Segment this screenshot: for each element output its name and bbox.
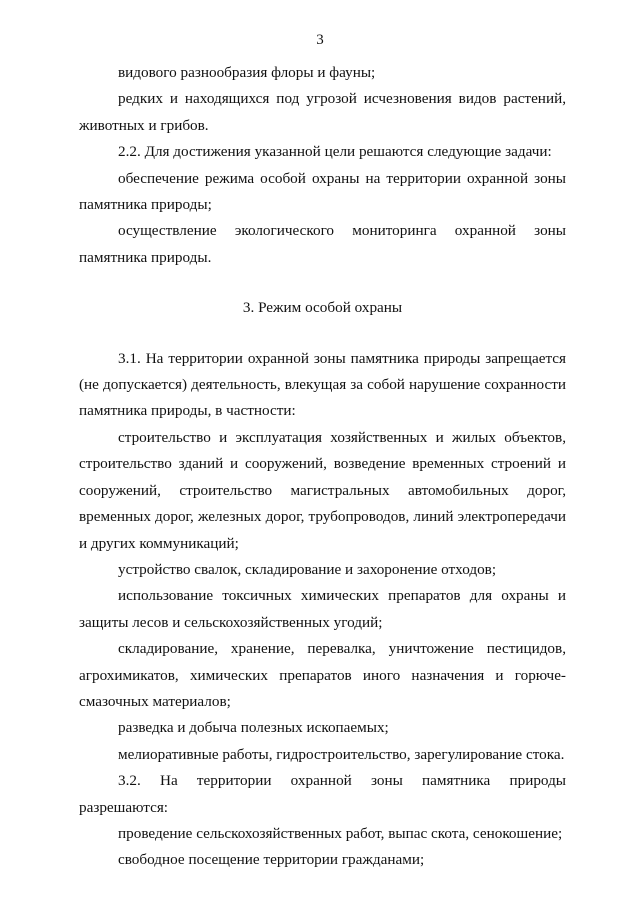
paragraph: осуществление экологического мониторинга охранной зоны памятника природы. (79, 222, 566, 266)
paragraph: видового разнообразия флоры и фауны; (118, 64, 376, 81)
paragraph: обеспечение режима особой охраны на территории охранной зоны памятника природы; (79, 169, 566, 214)
document-body (79, 60, 566, 874)
list-item: мелиоративные работы, гидростроительство, зарегулирование стока. (118, 745, 565, 763)
list-item: строительство и эксплуатация хозяйственных и жилых объектов, строительство зданий и сооружений, возведение временных строений и сооружений, строительство магистральных автомобильных дорог, временных дорог, железных дорог, трубопроводов, линий электропередачи и других коммуникаций; (79, 428, 566, 552)
paragraph: редких и находящихся под угрозой исчезновения видов растений, животных и грибов. (79, 90, 566, 134)
list-item: разведка и добыча полезных ископаемых; (118, 719, 389, 737)
page-number: 3 (316, 32, 324, 48)
paragraph: 2.2. Для достижения указанной цели решаются следующие задачи: (118, 143, 552, 161)
list-item: использование токсичных химических препаратов для охраны и защиты лесов и сельскохозяйственных угодий; (79, 587, 566, 631)
paragraph: 3.2. На территории охранной зоны памятника природы разрешаются: (79, 772, 566, 816)
list-item: устройство свалок, складирование и захоронение отходов; (118, 560, 497, 578)
list-item: проведение сельскохозяйственных работ, выпас скота, сенокошение; (118, 824, 563, 842)
list-item: свободное посещение территории гражданами; (118, 851, 425, 869)
list-item: складирование, хранение, перевалка, уничтожение пестицидов, агрохимикатов, химических препаратов иного назначения и горюче-смазочных материалов; (79, 640, 566, 710)
paragraph: 3.1. На территории охранной зоны памятника природы запрещается (не допускается) деятельность, влекущая за собой нарушение сохранности памятника природы, в частности: (79, 349, 566, 420)
section-heading: 3. Режим особой охраны (242, 299, 403, 317)
